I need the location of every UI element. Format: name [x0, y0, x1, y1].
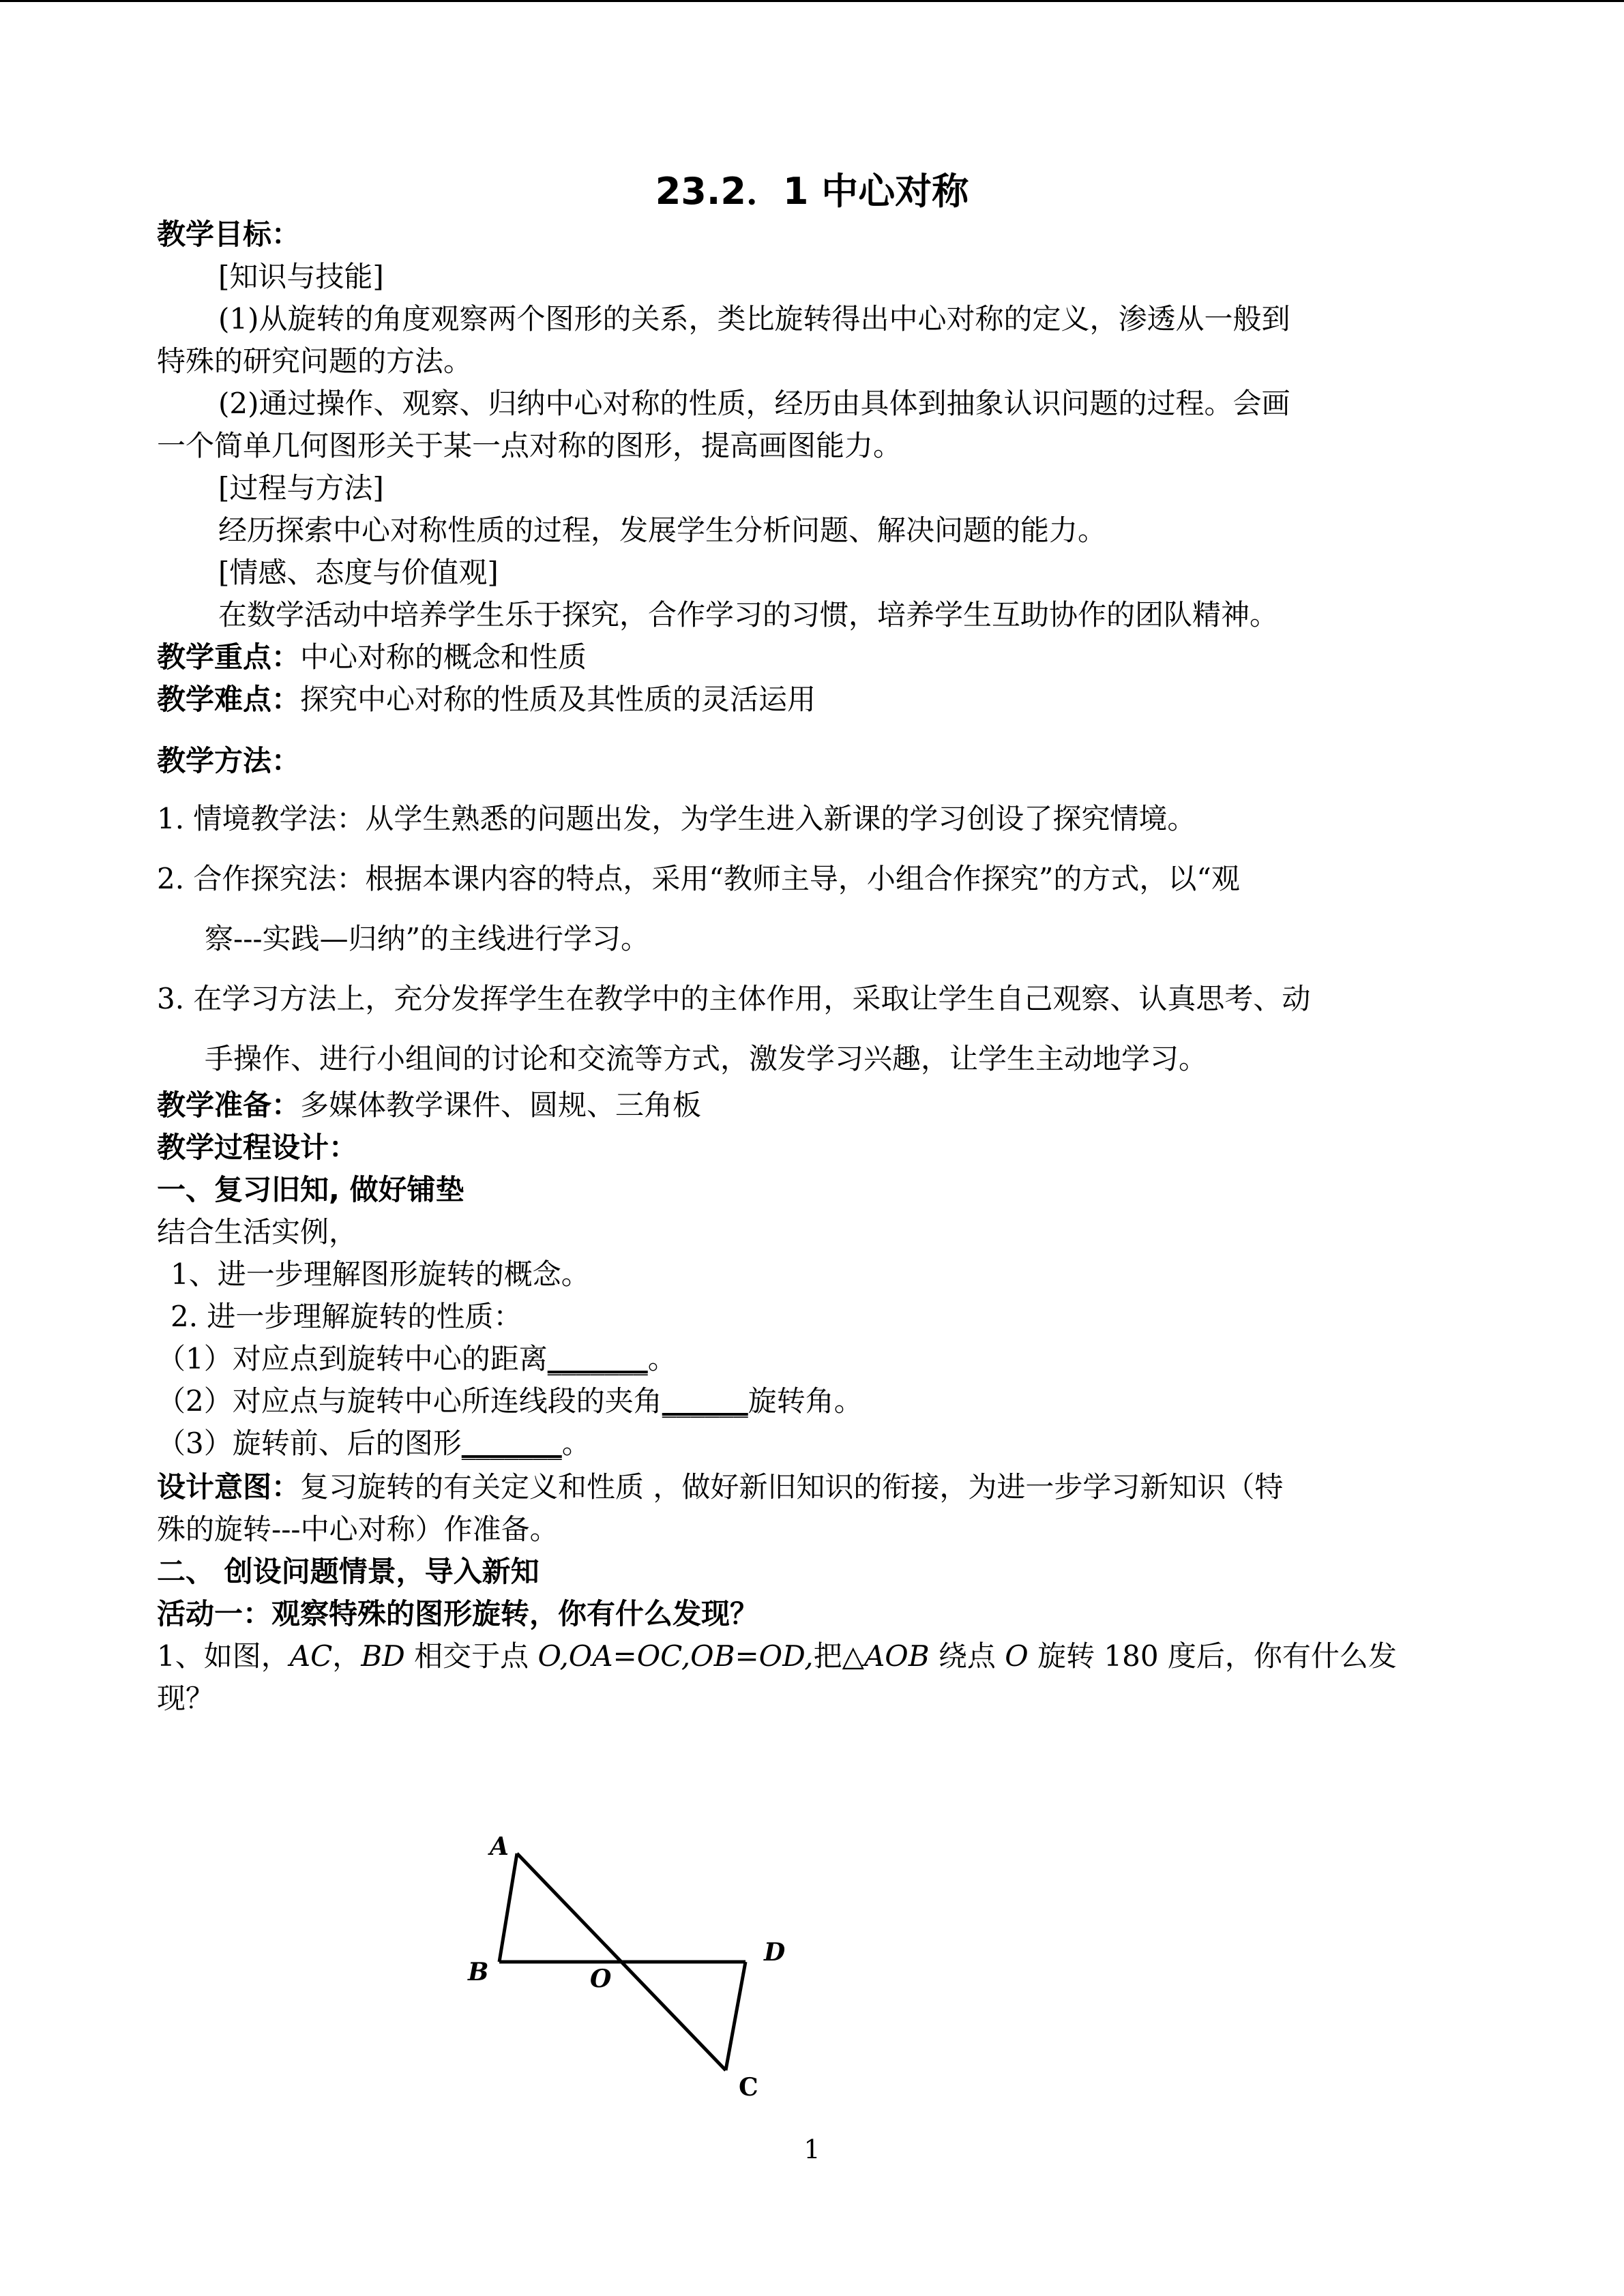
- design-intent-line-2: 殊的旋转---中心对称）作准备。: [157, 1512, 559, 1546]
- process-method-heading: [过程与方法]: [218, 471, 384, 505]
- aq-aob: AOB: [863, 1639, 930, 1673]
- aq-part-6: 旋转 180 度后，你有什么发: [1028, 1639, 1397, 1673]
- process-method-text: 经历探索中心对称性质的过程，发展学生分析问题、解决问题的能力。: [218, 513, 1107, 547]
- section-1-heading: 一、复习旧知, 做好铺垫: [157, 1173, 464, 1206]
- method-2-line-2: 察---实践—归纳”的主线进行学习。: [205, 922, 650, 955]
- knowledge-item-1-line-1: (1)从旋转的角度观察两个图形的关系，类比旋转得出中心对称的定义，渗透从一般到: [218, 302, 1290, 336]
- method-3-line-1: 3. 在学习方法上，充分发挥学生在教学中的主体作用，采取让学生自己观察、认真思考、动: [157, 982, 1311, 1015]
- method-2-line-1: 2. 合作探究法：根据本课内容的特点，采用“教师主导，小组合作探究”的方式，以“观: [157, 862, 1240, 895]
- aq-part-2: ，: [332, 1639, 361, 1673]
- objectives-heading: 教学目标：: [157, 218, 301, 251]
- design-intent-text: 复习旋转的有关定义和性质 ，做好新旧知识的衔接，为进一步学习新知识（特: [300, 1470, 1284, 1504]
- section-1-intro: 结合生活实例，: [157, 1215, 358, 1249]
- method-3-line-2: 手操作、进行小组间的讨论和交流等方式，激发学习兴趣，让学生主动地学习。: [205, 1042, 1208, 1075]
- aq-bd: BD: [361, 1639, 405, 1673]
- segment-dc: [726, 1962, 745, 2070]
- question-1-blank: _______: [547, 1342, 648, 1375]
- activity-question-line-2: 现？: [157, 1682, 215, 1715]
- label-d: D: [764, 1938, 786, 1967]
- activity-1-heading: 活动一：观察特殊的图形旋转，你有什么发现？: [157, 1597, 759, 1630]
- question-1-text: （1）对应点到旋转中心的距离: [157, 1342, 548, 1375]
- emotion-text: 在数学活动中培养学生乐于探究，合作学习的习惯，培养学生互助协作的团队精神。: [218, 598, 1279, 631]
- difficulty-text: 探究中心对称的性质及其性质的灵活运用: [300, 683, 816, 716]
- emotion-heading: [情感、态度与价值观]: [218, 556, 499, 589]
- label-b: B: [468, 1958, 489, 1986]
- aq-ac: AC: [289, 1639, 333, 1673]
- label-c: C: [739, 2073, 758, 2102]
- question-3-blank: _______: [461, 1427, 562, 1460]
- section-2-heading: 二、 创设问题情景，导入新知: [157, 1555, 540, 1588]
- preparation-text: 多媒体教学课件、圆规、三角板: [300, 1088, 702, 1122]
- question-3-text: （3）旋转前、后的图形: [157, 1427, 462, 1460]
- page-title: 23.2．1 中心对称: [655, 170, 969, 213]
- aq-condition: O,OA=OC,OB=OD,: [537, 1639, 814, 1673]
- section-1-item-1: 1、进一步理解图形旋转的概念。: [171, 1257, 590, 1291]
- question-3-end: 。: [561, 1427, 591, 1460]
- question-2-end: 旋转角。: [748, 1384, 863, 1418]
- preparation-label: 教学准备：: [157, 1088, 301, 1122]
- knowledge-item-2-line-2: 一个简单几何图形关于某一点对称的图形，提高画图能力。: [157, 429, 902, 462]
- key-point-text: 中心对称的概念和性质: [300, 640, 587, 674]
- aq-part-3: 相交于点: [404, 1639, 538, 1673]
- knowledge-item-1-line-2: 特殊的研究问题的方法。: [157, 344, 473, 378]
- process-heading: 教学过程设计：: [157, 1131, 358, 1164]
- aq-part-1: 1、如图，: [157, 1639, 290, 1673]
- knowledge-heading: [知识与技能]: [218, 260, 384, 293]
- question-2-text: （2）对应点与旋转中心所连线段的夹角: [157, 1384, 662, 1418]
- label-o: O: [590, 1965, 612, 1993]
- method-1: 1. 情境教学法：从学生熟悉的问题出发，为学生进入新课的学习创设了探究情境。: [157, 802, 1196, 835]
- difficulty-label: 教学难点：: [157, 683, 301, 716]
- aq-part-4: 把△: [813, 1639, 864, 1673]
- aq-part-5: 绕点: [929, 1639, 1005, 1673]
- section-1-item-2: 2. 进一步理解旋转的性质：: [171, 1300, 522, 1333]
- knowledge-item-2-line-1: (2)通过操作、观察、归纳中心对称的性质，经历由具体到抽象认识问题的过程。会画: [218, 387, 1290, 420]
- question-1-end: 。: [647, 1342, 677, 1375]
- methods-heading: 教学方法：: [157, 744, 301, 777]
- label-a: A: [490, 1832, 509, 1861]
- question-2-blank: ______: [662, 1384, 748, 1418]
- page-number: 1: [803, 2134, 821, 2164]
- design-intent-label: 设计意图：: [157, 1470, 301, 1504]
- segment-ab: [499, 1853, 517, 1962]
- aq-o: O: [1005, 1639, 1029, 1673]
- key-point-label: 教学重点：: [157, 640, 301, 674]
